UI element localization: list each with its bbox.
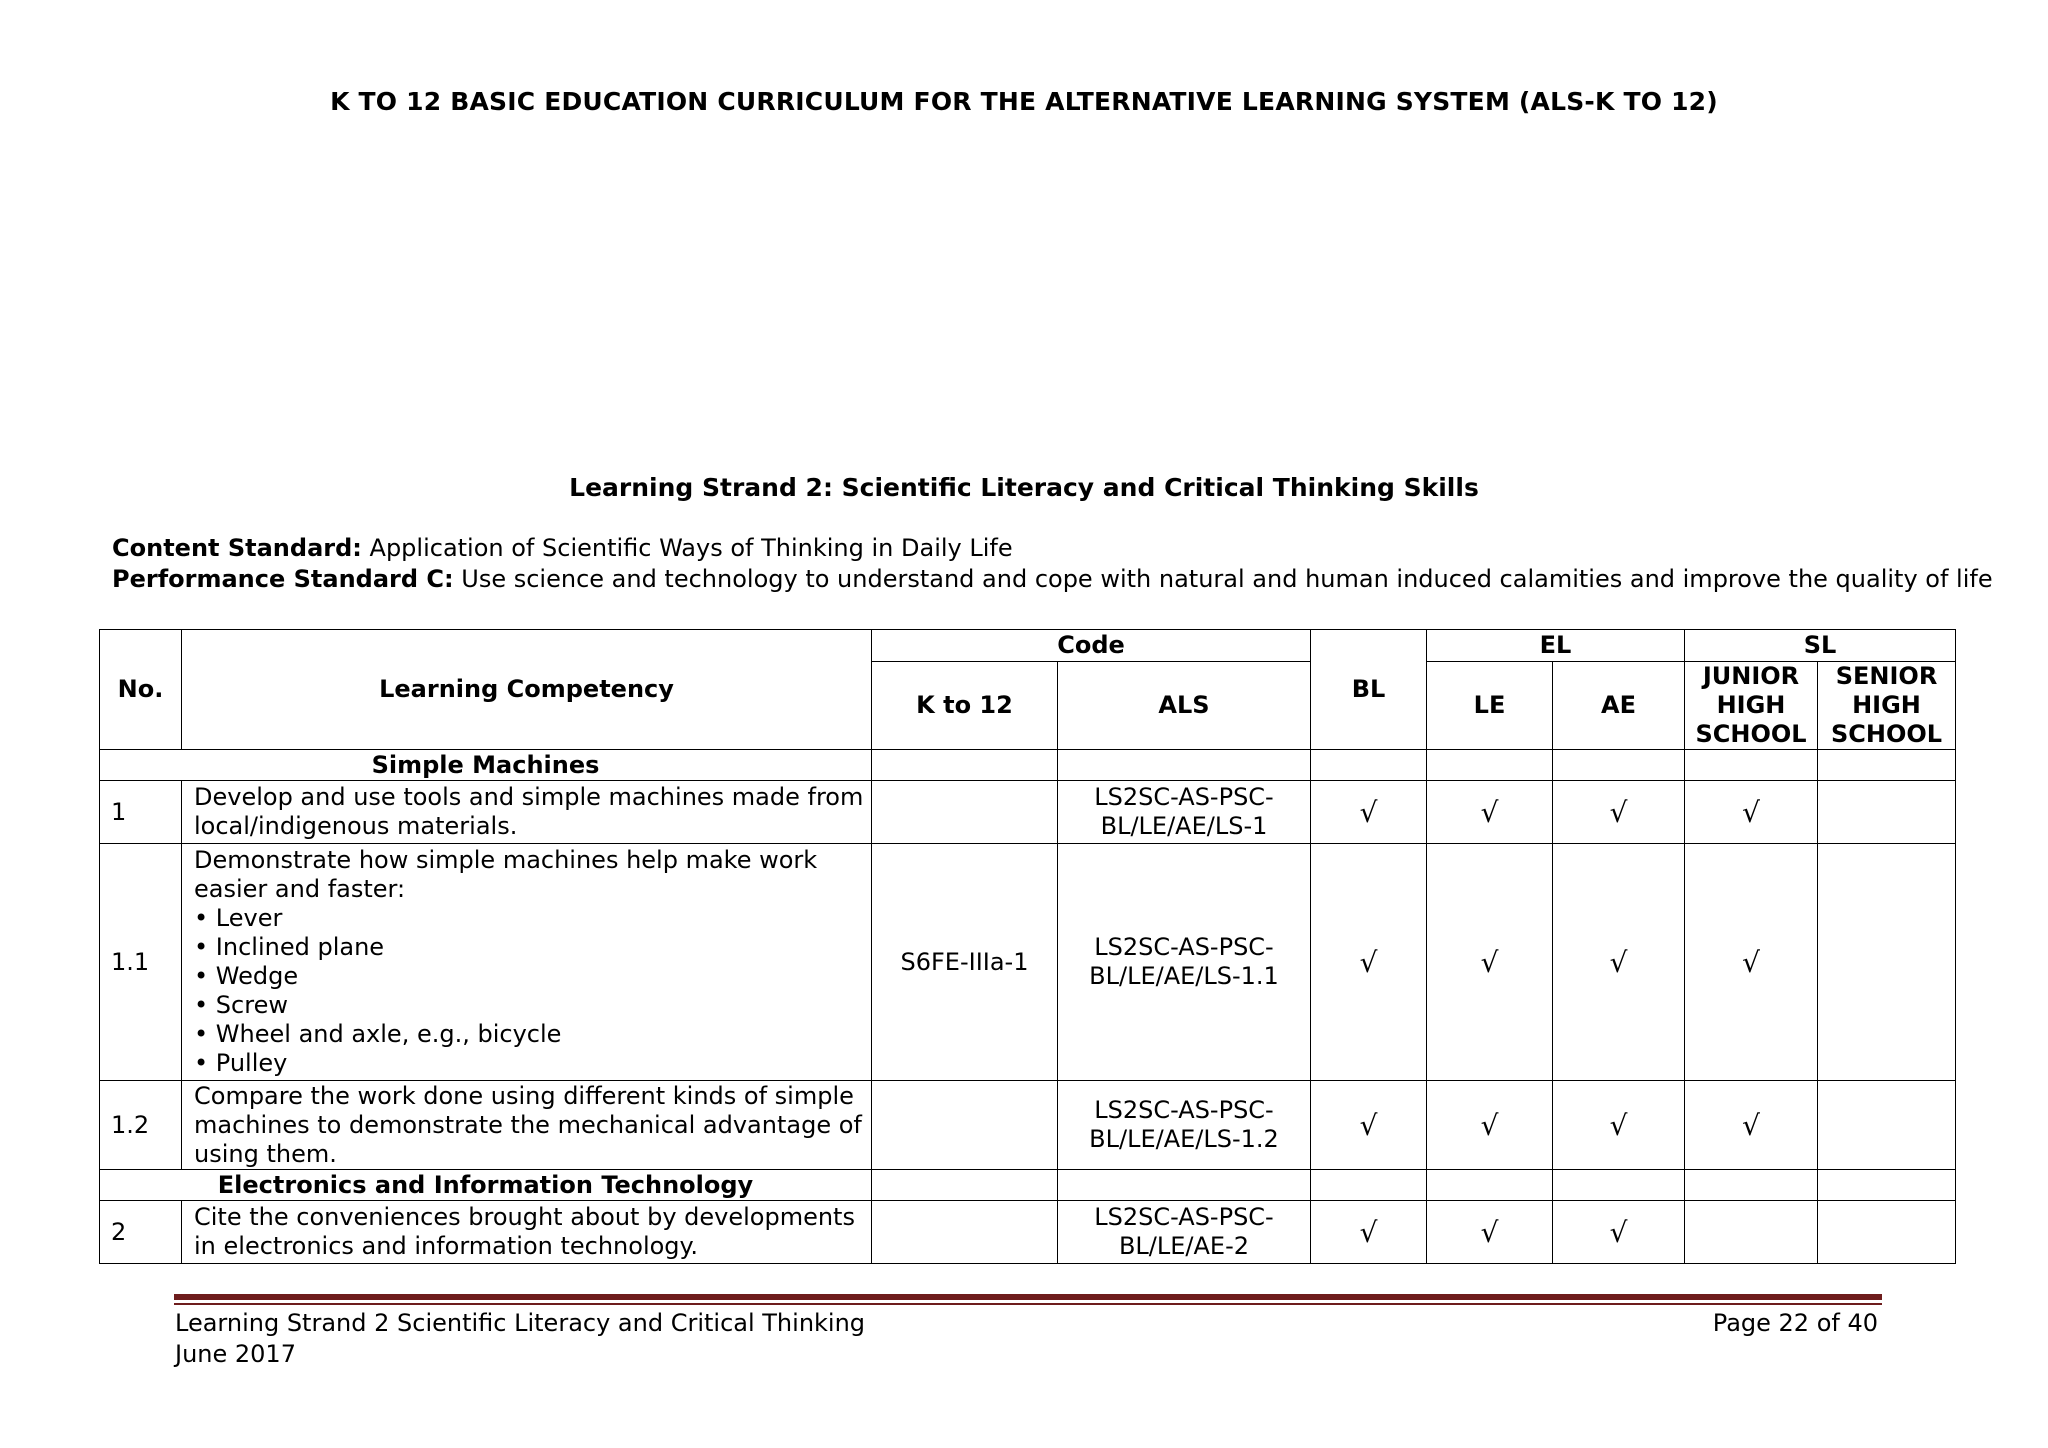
table-row [100,1201,1956,1264]
table-row [100,1081,1956,1170]
header-competency: Learning Competency [182,630,872,750]
k12-code [872,781,1058,844]
content-standard [112,533,1993,564]
header-shs: SENIOR HIGH SCHOOL [1818,662,1956,750]
section-row [100,750,1956,781]
row-number: 1.1 [100,844,182,1081]
strand-title: Learning Strand 2: Scientific Literacy and Critical Thinking Skills [569,473,1479,502]
check-ae: √ [1553,1081,1685,1170]
header-el: EL [1427,630,1685,662]
table-header [100,630,1956,750]
check-jhs: √ [1685,781,1818,844]
empty-cell [1311,1170,1427,1201]
check-shs [1818,781,1956,844]
table-row [100,844,1956,1081]
empty-cell [1685,1170,1818,1201]
competency-text: Demonstrate how simple machines help make work easier and faster: [194,846,818,903]
footer-left [175,1308,865,1370]
k12-code: S6FE-IIIa-1 [872,844,1058,1081]
competency-cell [182,844,872,1081]
check-shs [1818,1081,1956,1170]
performance-standard-label: Performance Standard C: [112,565,454,593]
header-ae: AE [1553,662,1685,750]
competency-cell [182,781,872,844]
header-code: Code [872,630,1311,662]
empty-cell [1427,750,1553,781]
competency-cell [182,1201,872,1264]
footer-strand: Learning Strand 2 Scientific Literacy and Critical Thinking [175,1309,866,1337]
row-number: 1.2 [100,1081,182,1170]
row-number: 1 [100,781,182,844]
competency-list-item: • Wheel and axle, e.g., bicycle [194,1020,865,1049]
empty-cell [1553,1170,1685,1201]
check-jhs [1685,1201,1818,1264]
header-jhs: JUNIOR HIGH SCHOOL [1685,662,1818,750]
check-le: √ [1427,1201,1553,1264]
content-standard-label: Content Standard: [112,534,362,562]
empty-cell [872,1170,1058,1201]
document-title: K TO 12 BASIC EDUCATION CURRICULUM FOR THE ALTERNATIVE LEARNING SYSTEM (ALS-K TO 12) [330,87,1718,116]
empty-cell [1427,1170,1553,1201]
header-no: No. [100,630,182,750]
check-le: √ [1427,844,1553,1081]
competency-text: Compare the work done using different kinds of simple machines to demonstrate the mechanical advantage of using them. [194,1081,862,1168]
check-bl: √ [1311,844,1427,1081]
row-number: 2 [100,1201,182,1264]
competency-list-item: • Pulley [194,1049,865,1078]
footer-date: June 2017 [175,1340,296,1368]
competency-list-item: • Lever [194,904,865,933]
competency-list-item: • Screw [194,991,865,1020]
als-code: LS2SC-AS-PSC-BL/LE/AE/LS-1.1 [1058,844,1311,1081]
empty-cell [1058,1170,1311,1201]
performance-standard [112,564,1993,595]
header-k12: K to 12 [872,662,1058,750]
header-als: ALS [1058,662,1311,750]
k12-code [872,1201,1058,1264]
empty-cell [1058,750,1311,781]
table-row [100,781,1956,844]
check-ae: √ [1553,1201,1685,1264]
check-jhs: √ [1685,1081,1818,1170]
header-le: LE [1427,662,1553,750]
check-le: √ [1427,781,1553,844]
als-code: LS2SC-AS-PSC-BL/LE/AE-2 [1058,1201,1311,1264]
section-row [100,1170,1956,1201]
competency-text: Develop and use tools and simple machines made from local/indigenous materials. [194,783,864,840]
check-bl: √ [1311,781,1427,844]
check-jhs: √ [1685,844,1818,1081]
empty-cell [1818,750,1956,781]
competency-cell [182,1081,872,1170]
footer-divider [174,1294,1882,1300]
curriculum-table [99,629,1956,1264]
check-shs [1818,844,1956,1081]
empty-cell [1311,750,1427,781]
competency-list-item: • Wedge [194,962,865,991]
footer-divider-thin [174,1303,1882,1305]
header-sl: SL [1685,630,1956,662]
empty-cell [1685,750,1818,781]
competency-list-item: • Inclined plane [194,933,865,962]
check-bl: √ [1311,1201,1427,1264]
section-title: Electronics and Information Technology [100,1170,872,1201]
check-ae: √ [1553,781,1685,844]
standards-block [112,533,1993,595]
als-code: LS2SC-AS-PSC-BL/LE/AE/LS-1.2 [1058,1081,1311,1170]
table-body [100,750,1956,1264]
empty-cell [872,750,1058,781]
content-standard-text: Application of Scientific Ways of Thinking in Daily Life [361,534,1013,562]
empty-cell [1818,1170,1956,1201]
als-code: LS2SC-AS-PSC-BL/LE/AE/LS-1 [1058,781,1311,844]
check-shs [1818,1201,1956,1264]
footer-page-number: Page 22 of 40 [1712,1309,1878,1337]
empty-cell [1553,750,1685,781]
check-bl: √ [1311,1081,1427,1170]
check-le: √ [1427,1081,1553,1170]
check-ae: √ [1553,844,1685,1081]
competency-text: Cite the conveniences brought about by developments in electronics and information technology. [194,1203,855,1260]
header-bl: BL [1311,630,1427,750]
competency-list [194,904,865,1078]
section-title: Simple Machines [100,750,872,781]
performance-standard-text: Use science and technology to understand and cope with natural and human induced calamities and improve the quality of life [453,565,1993,593]
k12-code [872,1081,1058,1170]
